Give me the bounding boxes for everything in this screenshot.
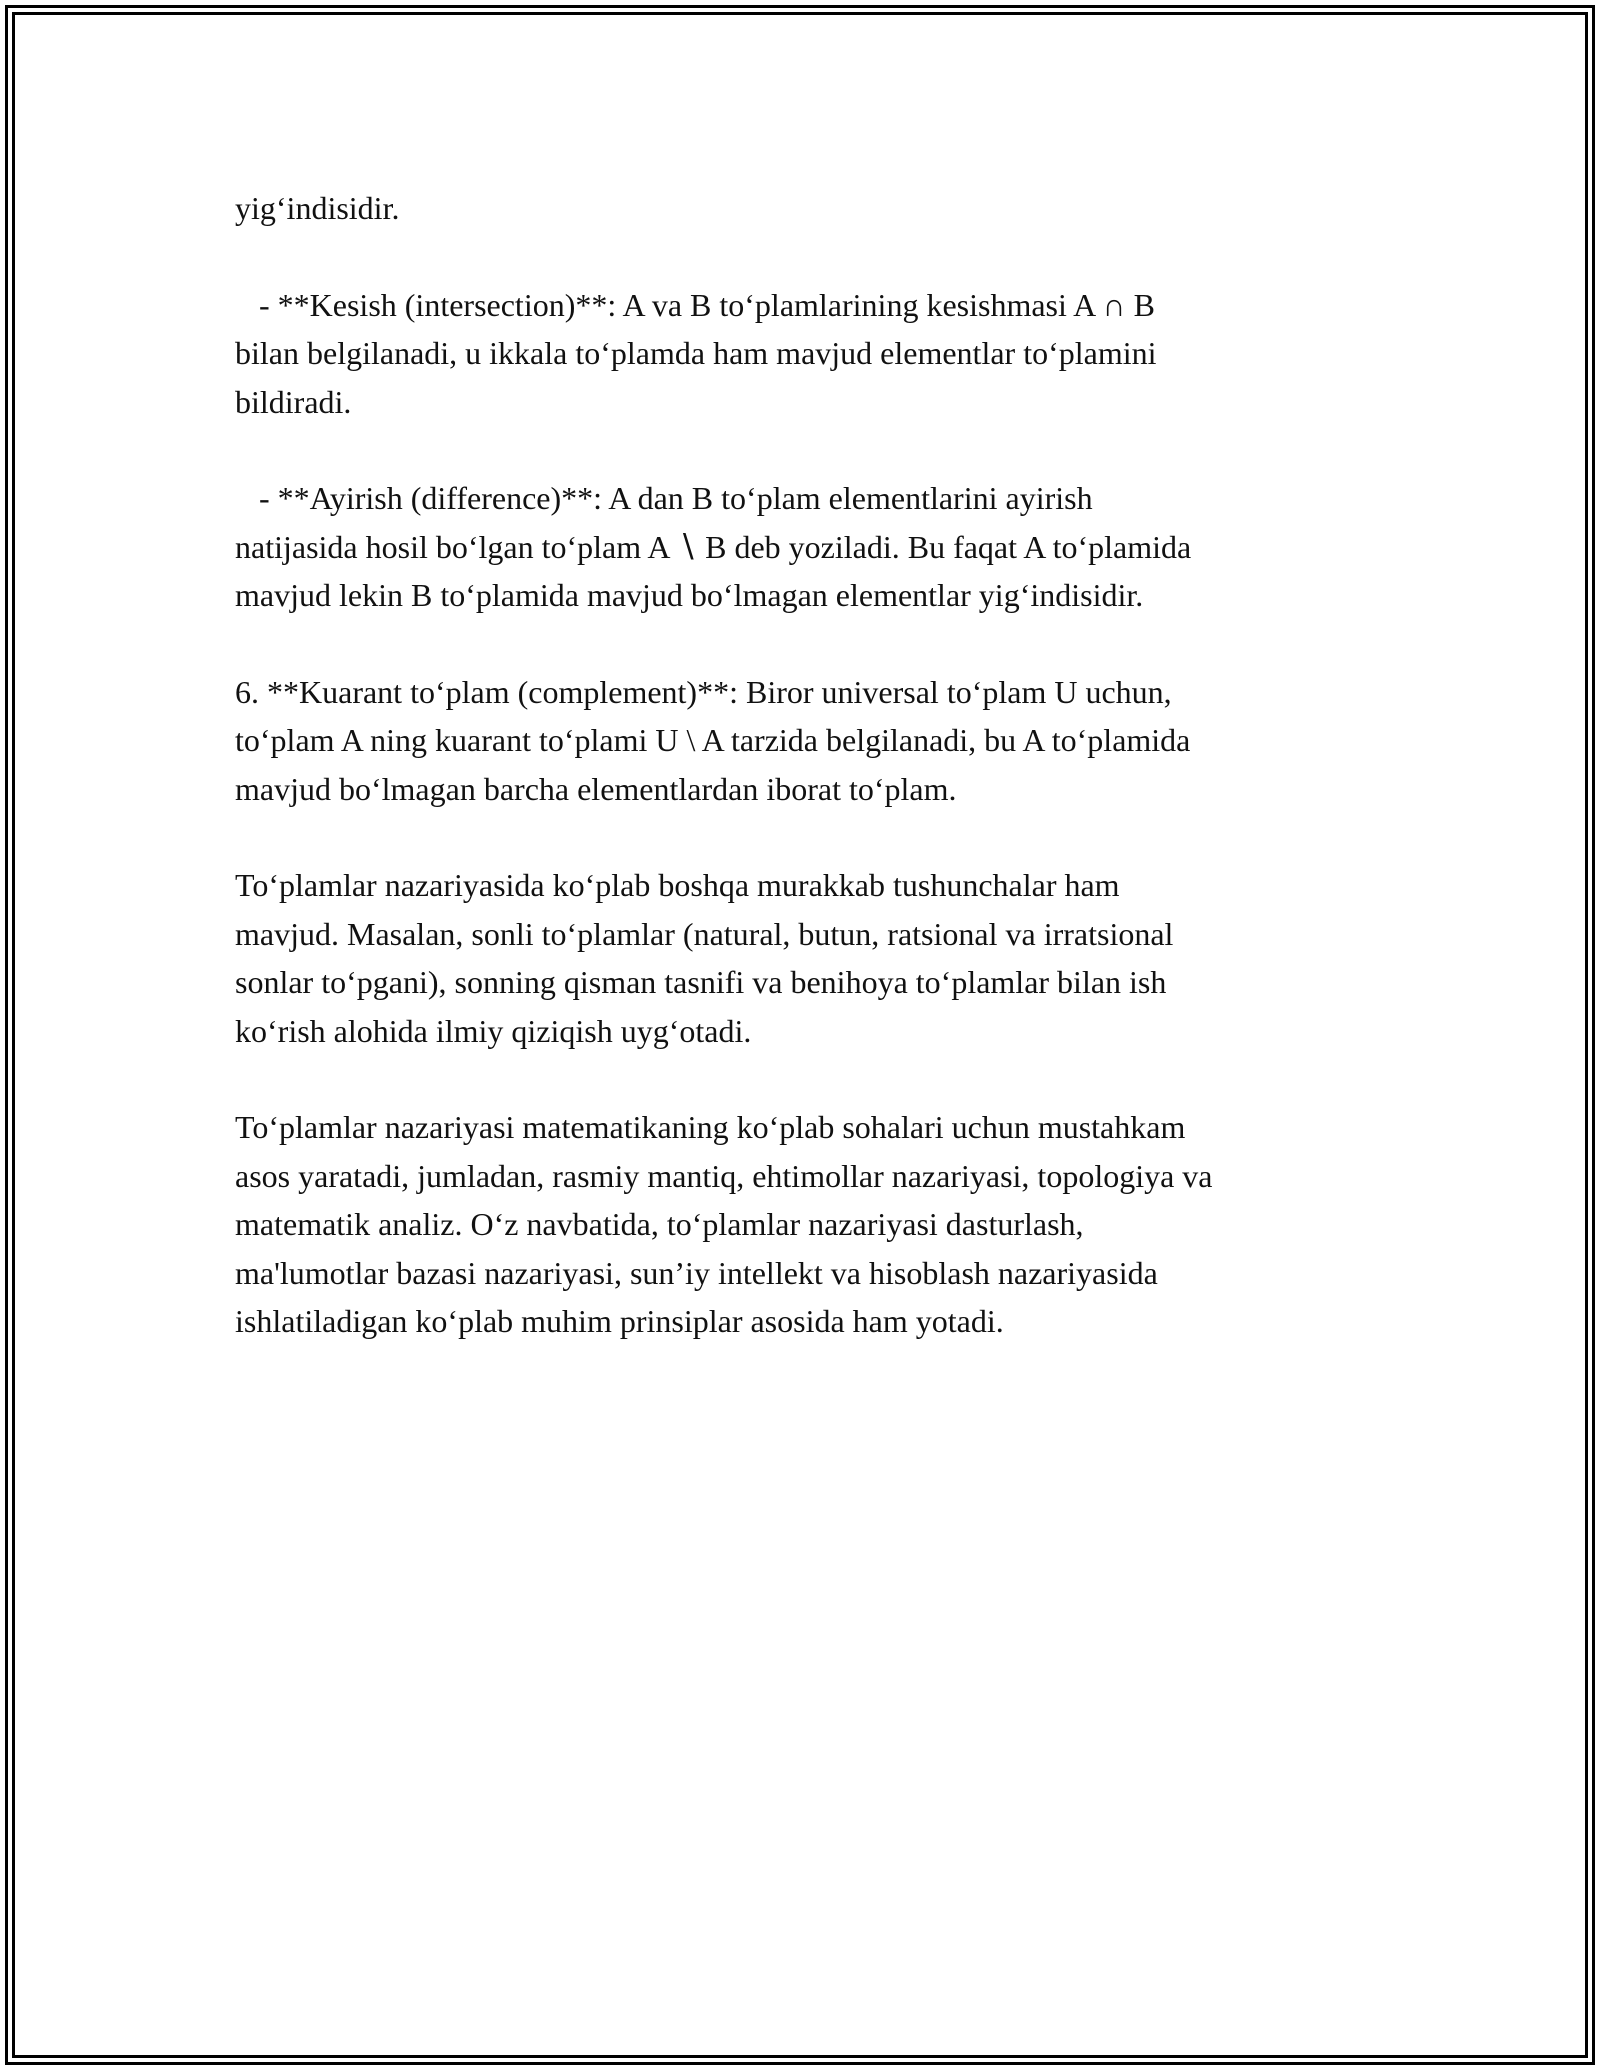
paragraph-complex-concepts: To‘plamlar nazariyasida ko‘plab boshqa murakkab tushunchalar ham mavjud. Masalan, sonli to‘plamlar (natural, butun, ratsional va irratsional sonlar to‘pgani), sonning qisman tasnifi va benihoya to‘plamlar bilan ish ko‘rish alohida ilmiy qiziqish uyg‘otadi.: [235, 867, 1174, 1049]
paragraph-difference: - **Ayirish (difference)**: A dan B to‘plam elementlarini ayirish natijasida hosil bo‘lgan to‘plam A ∖ B deb yoziladi. Bu faqat A to‘plamida mavjud lekin B to‘plamida mavjud bo‘lmagan elementlar yig‘indisidir.: [235, 480, 1192, 613]
page-content: [235, 184, 1375, 1394]
paragraph-continuation: yig‘indisidir.: [235, 190, 400, 226]
paragraph-intersection: - **Kesish (intersection)**: A va B to‘plamlarining kesishmasi A ∩ B bilan belgilanadi, u ikkala to‘plamda ham mavjud elementlar to‘plamini bildiradi.: [235, 286, 1157, 420]
paragraph-applications: To‘plamlar nazariyasi matematikaning ko‘plab sohalari uchun mustahkam asos yaratadi, jumladan, rasmiy mantiq, ehtimollar nazariyasi, topologiya va matematik analiz. O‘z navbatida, to‘plamlar nazariyasi dasturlash, ma'lumotlar bazasi nazariyasi, sun’iy intellekt va hisoblash nazariyasida ishlatiladigan ko‘plab muhim prinsiplar asosida ham yotadi.: [235, 1109, 1213, 1339]
paragraph-complement: 6. **Kuarant to‘plam (complement)**: Biror universal to‘plam U uchun, to‘plam A ning kuarant to‘plami U \ A tarzida belgilanadi, bu A to‘plamida mavjud bo‘lmagan barcha elementlardan iborat to‘plam.: [235, 673, 1191, 807]
